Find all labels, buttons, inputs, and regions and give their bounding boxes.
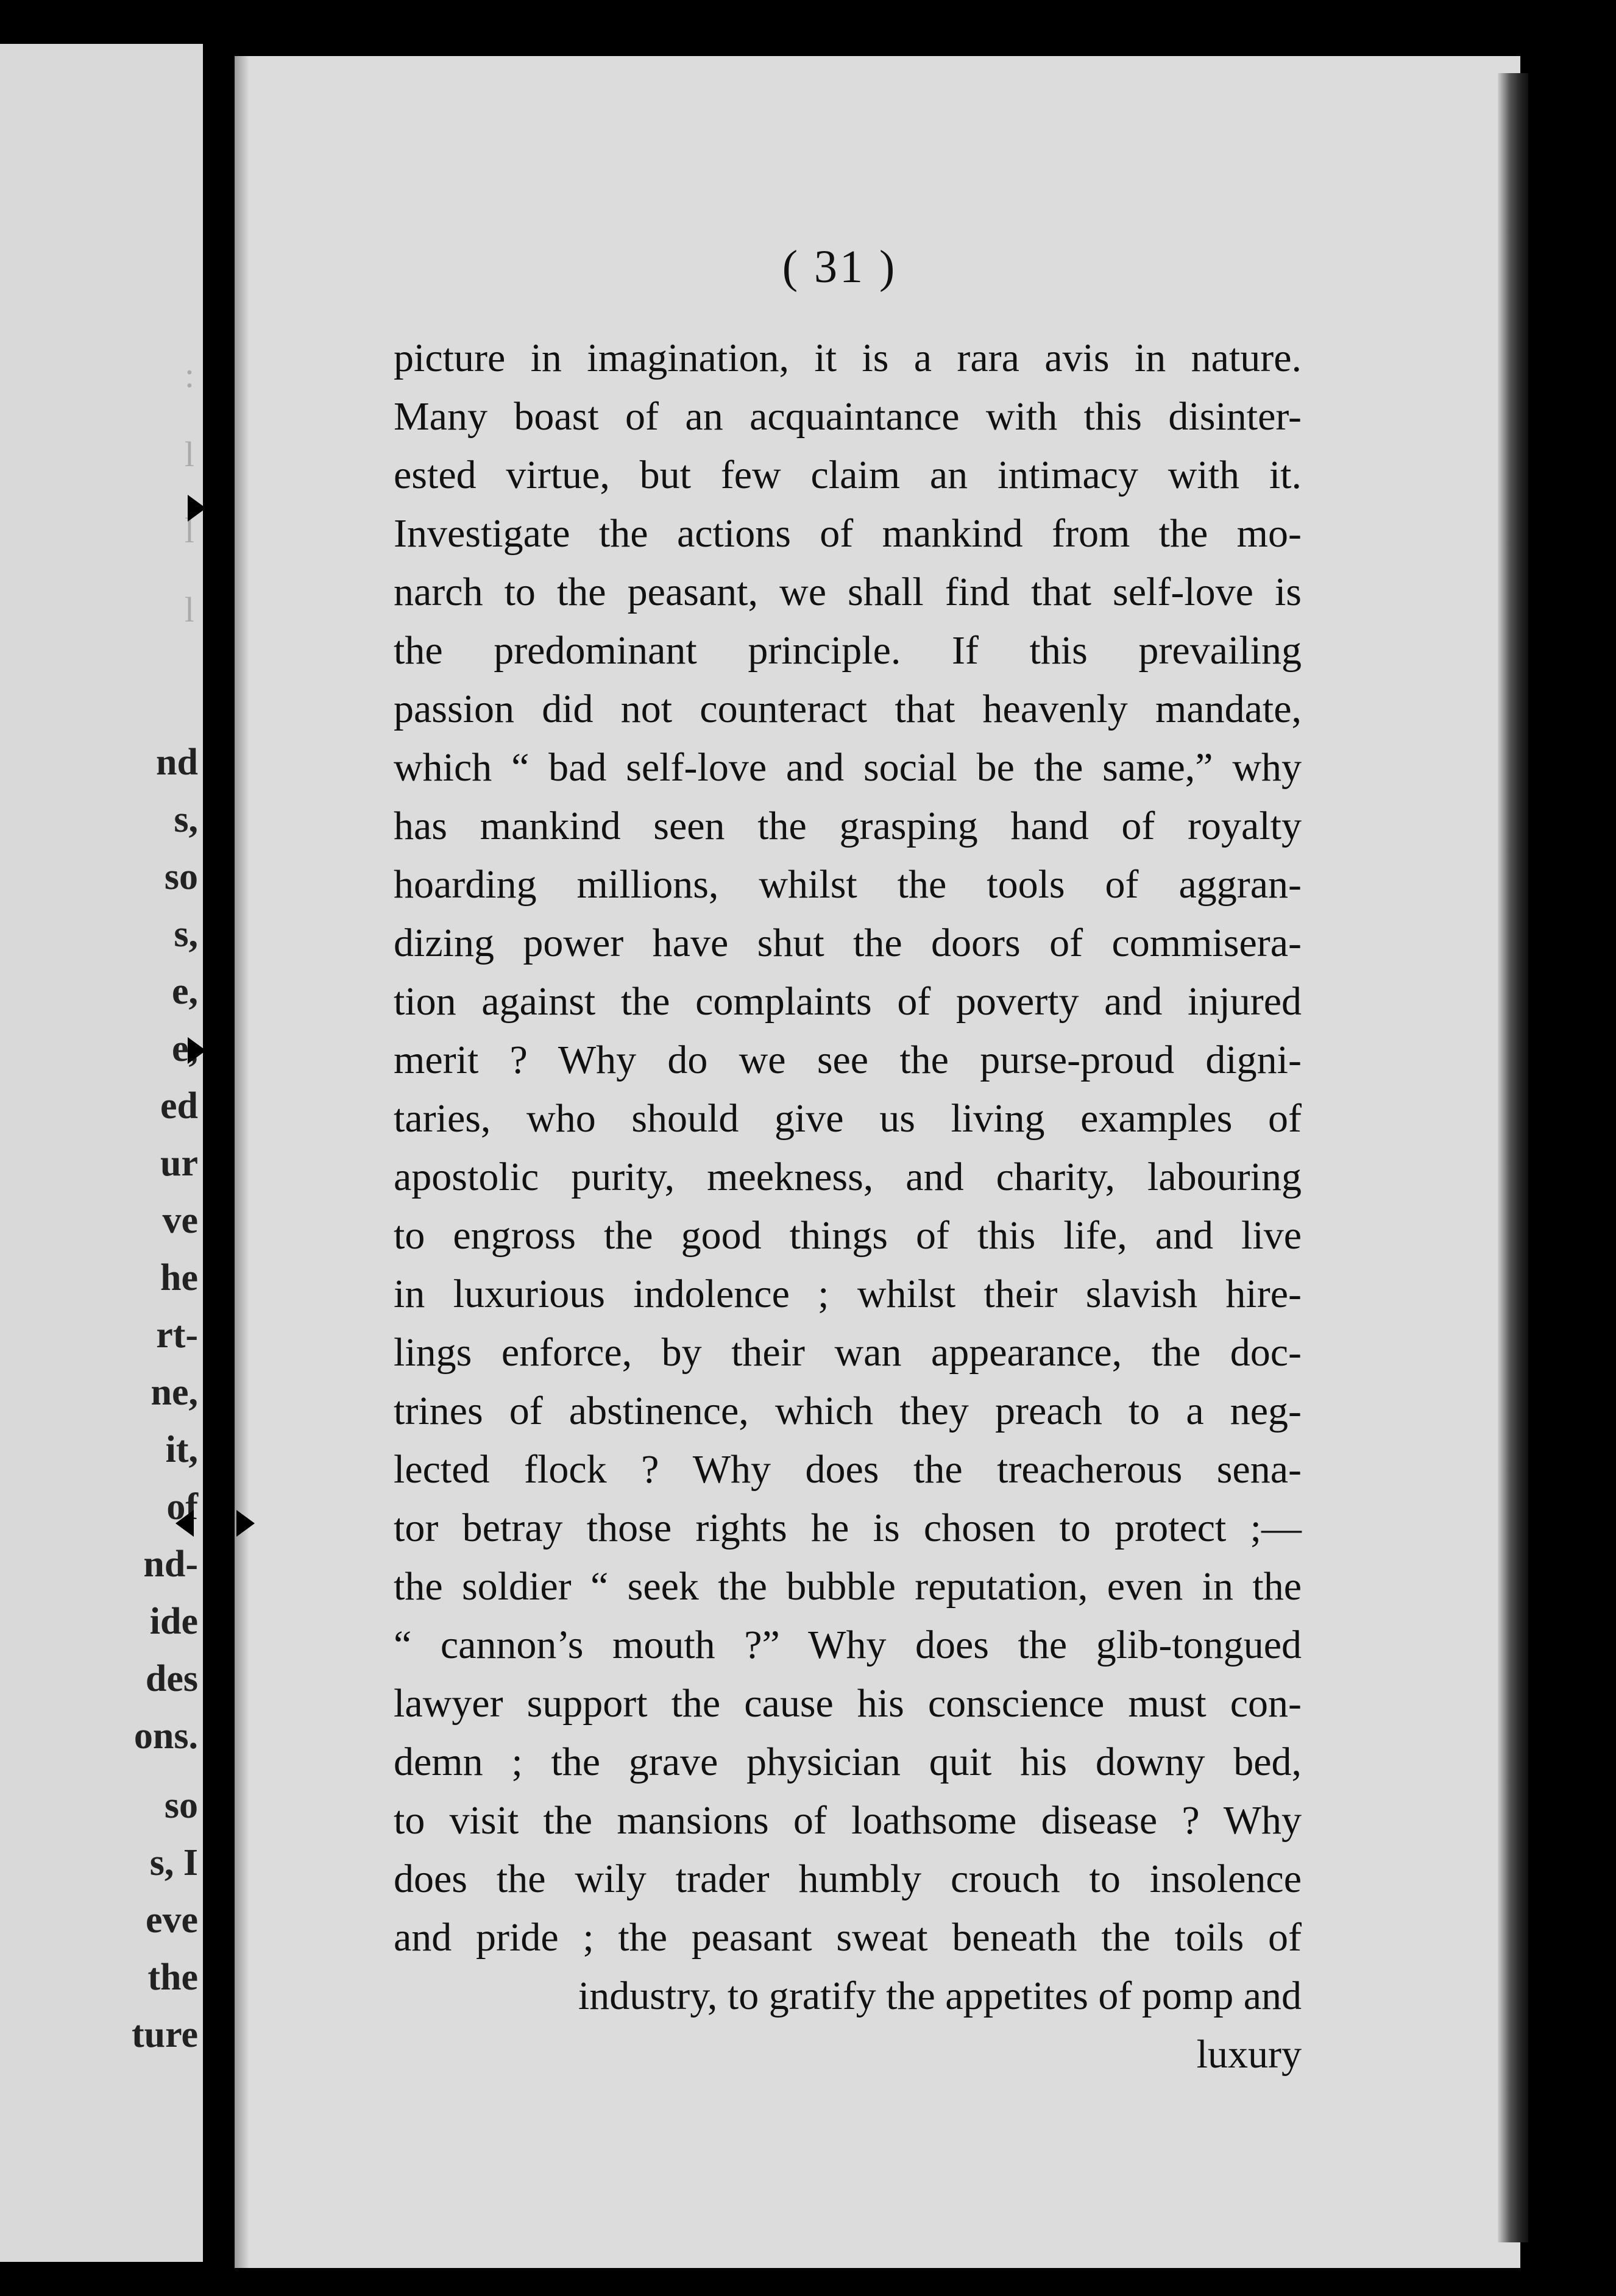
left-fragment: s, I [149,1842,198,1883]
left-fragment: ne, [151,1372,198,1413]
text-line: which “ bad self-love and social be the same,” why [394,745,1302,790]
left-fragment: ur [160,1143,198,1184]
text-line: tion against the complaints of poverty and injured [394,979,1302,1024]
book-gutter [203,0,235,2296]
text-line: does the wily trader humbly crouch to insolence [394,1857,1302,1901]
left-fragment: e, [171,1028,198,1069]
text-line: the soldier “ seek the bubble reputation, even in the [394,1564,1302,1609]
gutter-shadow [235,56,249,2268]
left-fragment: he [160,1257,198,1299]
text-line: demn ; the grave physician quit his downy bed, [394,1740,1302,1784]
text-line: to visit the mansions of loathsome disease ? Why [394,1798,1302,1843]
text-line: narch to the peasant, we shall find that self-love is [394,570,1302,614]
text-line: industry, to gratify the appetites of pomp and [578,1974,1302,2018]
text-line: to engross the good things of this life, and live [394,1213,1302,1258]
left-fragment: nd [156,742,198,783]
text-line: trines of abstinence, which they preach to a neg- [394,1389,1302,1433]
text-line: in luxurious indolence ; whilst their slavish hire- [394,1272,1302,1316]
left-fragment: so [164,1785,198,1826]
catchword: luxury [1196,2032,1302,2077]
left-faint-mark: l [184,590,194,629]
left-fragment: rt- [156,1314,198,1356]
left-fragment: ide [149,1601,198,1642]
text-line: taries, who should give us living examples of [394,1096,1302,1141]
text-line: hoarding millions, whilst the tools of aggran- [394,862,1302,907]
page-number: ( 31 ) [782,241,898,292]
text-line: lawyer support the cause his conscience must con- [394,1681,1302,1726]
left-fragment: ve [162,1200,198,1241]
left-fragment: it, [165,1429,198,1470]
left-page [0,44,203,2262]
margin-mark [236,1510,255,1537]
left-fragment: ons. [133,1715,198,1757]
text-line: merit ? Why do we see the purse-proud digni- [394,1038,1302,1082]
text-line: apostolic purity, meekness, and charity, labouring [394,1155,1302,1199]
left-fragment: des [145,1658,198,1699]
left-fragment: eve [145,1899,198,1941]
text-line: “ cannon’s mouth ?” Why does the glib-tongued [394,1623,1302,1667]
text-line: the predominant principle. If this prevailing [394,628,1302,673]
left-fragment: e, [171,971,198,1012]
left-fragment: nd- [143,1543,198,1585]
left-faint-mark: l [184,511,194,550]
left-fragment: so [164,856,198,898]
left-fragment: ture [131,2014,198,2055]
text-line: Investigate the actions of mankind from the mo- [394,511,1302,556]
page-edge [1498,73,1528,2242]
left-fragment: of [166,1486,198,1528]
text-line: and pride ; the peasant sweat beneath the toils of [394,1915,1302,1960]
text-line: has mankind seen the grasping hand of royalty [394,804,1302,848]
text-line: tor betray those rights he is chosen to protect ;— [394,1506,1302,1550]
text-line: lings enforce, by their wan appearance, the doc- [394,1330,1302,1375]
margin-mark [188,1037,206,1064]
left-fragment: ed [160,1085,198,1127]
margin-mark [188,495,206,522]
text-line: ested virtue, but few claim an intimacy with it. [394,453,1302,497]
left-faint-mark: : [184,355,194,395]
text-line: dizing power have shut the doors of commisera- [394,921,1302,965]
text-line: picture in imagination, it is a rara avis in nature. [394,336,1302,380]
margin-mark [175,1510,194,1537]
text-line: passion did not counteract that heavenly mandate, [394,687,1302,731]
left-fragment: the [147,1957,198,1998]
left-fragment: s, [174,913,198,955]
text-line: Many boast of an acquaintance with this disinter- [394,394,1302,439]
left-faint-mark: l [184,434,194,474]
text-line: lected flock ? Why does the treacherous sena- [394,1447,1302,1492]
left-fragment: s, [174,799,198,840]
